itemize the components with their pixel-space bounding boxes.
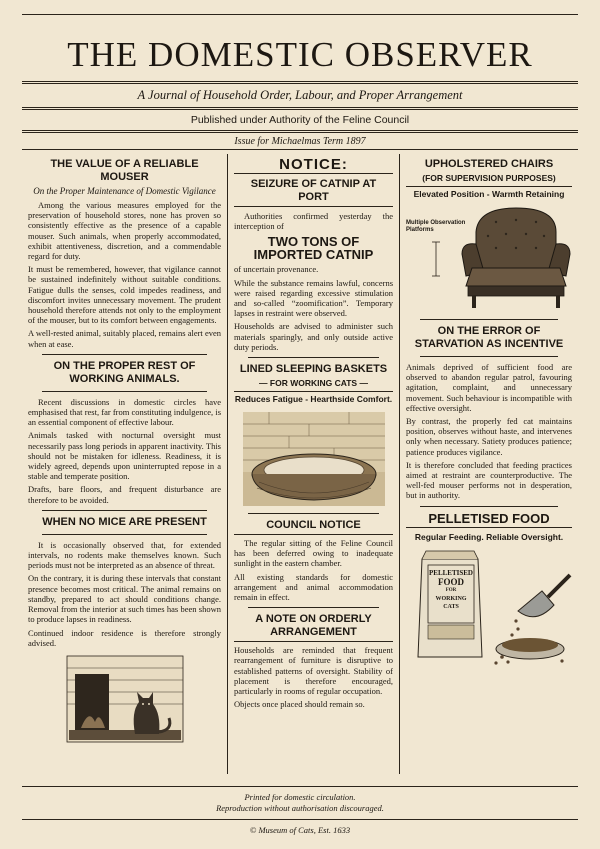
columns [22,154,578,774]
chair-illustration [406,202,572,314]
divider [42,534,207,535]
article-title: THE VALUE OF A RELIABLE MOUSER [50,158,199,183]
bag-label-line: PELLETISED [429,568,473,577]
tagline: A Journal of Household Order, Labour, and Proper Arrangement [137,88,463,102]
column-right [400,154,578,774]
article-title: SEIZURE OF CATNIP AT PORT [250,178,377,203]
divider [420,319,558,320]
headline-line-2: IMPORTED CATNIP [253,247,374,263]
article-paragraph: By contrast, the properly fed cat maintains position, observes without haste, and intervenes only when necessary. Satiety produces patience; patience produces vigilance. [406,416,572,457]
footer-text [22,787,578,819]
article-title: A NOTE ON ORDERLY ARRANGEMENT [255,613,372,639]
bag-label-line: WORKING CATS [435,595,467,610]
divider [234,534,393,535]
article-paragraph: While the substance remains lawful, concerns were raised regarding excessive stimulation and so-called “zoomification”. Temporary lapses in restraint were observed. [234,277,393,319]
footer [22,786,578,835]
article-paragraph: of uncertain provenance. [234,264,319,275]
food-bag-illustration [406,545,572,673]
authority-line: Published under Authority of the Feline Council [190,114,410,126]
chair-callout: Multiple Observation Platforms [406,220,466,233]
divider [42,391,207,392]
copyright: © Museum of Cats, Est. 1633 [249,825,351,835]
article-paragraph: Recent discussions in domestic circles have emphasised that rest, far from constituting indulgence, is an essential component of effective labour. [28,396,221,428]
ad-title: UPHOLSTERED CHAIRS [424,158,554,170]
ad-tagline: Elevated Position - Warmth Retaining [413,189,565,199]
article-paragraph: The regular sitting of the Feline Council has been deferred owing to inadequate sunlight in the eastern chamber. [234,538,393,569]
ad-tagline: Reduces Fatigue - Hearthside Comfort. [234,394,393,405]
column-center [228,154,400,774]
article-paragraph: Households are reminded that frequent rearrangement of furniture is disruptive to established patterns of oversight. Stability of placement is therefore encouraged, particularly in rooms of regular occupation. [234,645,393,697]
divider [406,527,572,528]
divider [234,206,393,207]
article-title: ON THE PROPER REST OF WORKING ANIMALS. [53,359,196,385]
top-rule [22,14,578,15]
article-paragraph: Drafts, bare floors, and frequent disturbance are therefore to be avoided. [28,484,221,505]
article-paragraph: Animals tasked with nocturnal oversight must necessarily pass long periods in apparent inactivity. This should not be mistaken for idleness. Readiness, it is widely agreed, depends upon uninterrupted repose in a stable and temperate position. [28,430,221,482]
ad-title: PELLETISED FOOD [428,510,550,526]
footer-line-1: Printed for domestic circulation. [244,792,356,802]
divider [248,513,379,514]
divider [248,607,379,608]
article-paragraph: Continued indoor residence is therefore strongly advised. [28,627,221,648]
column-left [22,154,228,774]
ad-title: LINED SLEEPING BASKETS [239,363,388,376]
article-paragraph: It is occasionally observed that, for extended intervals, no rodents make themselves known. Such periods must not be interpreted as an absence of threat. [28,539,221,571]
article-paragraph: On the contrary, it is during these intervals that constant presence becomes most critical. The animal remains on standby, prepared to act should conditions change. Removal from the interior at such times has been shown to produce lapses in readiness. [28,573,221,625]
divider [248,357,379,358]
article-paragraph: Among the various measures employed for the preservation of household stores, none has proven so consistently effective as the presence of a capable mouser. Such animals, when properly accommodated, exhibit attentiveness, discretion, and a commendable regard for duty. [28,200,221,262]
headline-line-1: TWO TONS OF [267,234,360,250]
article-title: COUNCIL NOTICE [266,519,361,532]
footer-line-2: Reproduction without authorisation discouraged. [216,803,384,813]
cat-by-fireplace-illustration [28,652,221,744]
issue-rule [22,149,578,150]
article-paragraph: Authorities confirmed yesterday the interception of [234,211,393,232]
masthead-title: THE DOMESTIC OBSERVER [67,35,533,74]
divider [420,356,558,357]
divider [406,186,572,187]
ad-subtitle: (FOR SUPERVISION PURPOSES) [422,173,556,183]
article-subtitle: On the Proper Maintenance of Domestic Vigilance [33,186,216,196]
notice-heading: NOTICE: [279,156,348,173]
ad-subtitle: — FOR WORKING CATS — [259,378,368,389]
article-paragraph: It is therefore concluded that feeding practices aimed at restraint are counterproductive. The well-fed mouser performs not in desperation, but in authority. [406,459,572,501]
divider [42,510,207,511]
divider [234,391,393,392]
article-paragraph: Animals deprived of sufficient food are observed to abandon regular patrol, favouring agitation, complaint, and unnecessary movement. Such behaviour is incompatible with effective oversight. [406,362,572,413]
article-paragraph: Households are advised to administer such materials sparingly, and only outside active duty periods. [234,321,393,352]
basket-illustration [234,408,393,508]
article-paragraph: A well-rested animal, suitably placed, remains alert even when at ease. [28,328,221,349]
article-paragraph: Objects once placed should remain so. [234,699,365,710]
divider [42,354,207,355]
divider [234,641,393,642]
bag-label [428,569,474,611]
issue-line: Issue for Michaelmas Term 1897 [234,136,366,147]
article-paragraph: It must be remembered, however, that vigilance cannot be sustained indefinitely without suitable conditions. Fatigue dulls the senses, cold impedes readiness, and discomfort invites unnecessary movement. The prudent household therefore attends not only to the employment of the mouser, but to its comfort between engagements. [28,264,221,326]
ad-tagline: Regular Feeding. Reliable Oversight. [414,531,564,542]
article-title: ON THE ERROR OF STARVATION AS INCENTIVE [414,325,564,350]
article-title: WHEN NO MICE ARE PRESENT [42,515,207,528]
bag-label-line: FOR [445,587,457,593]
divider [420,506,558,507]
article-paragraph: All existing standards for domestic arrangement and animal accommodation remain in effect. [234,571,393,603]
divider [234,173,393,174]
bag-label-line: FOOD [438,576,464,587]
